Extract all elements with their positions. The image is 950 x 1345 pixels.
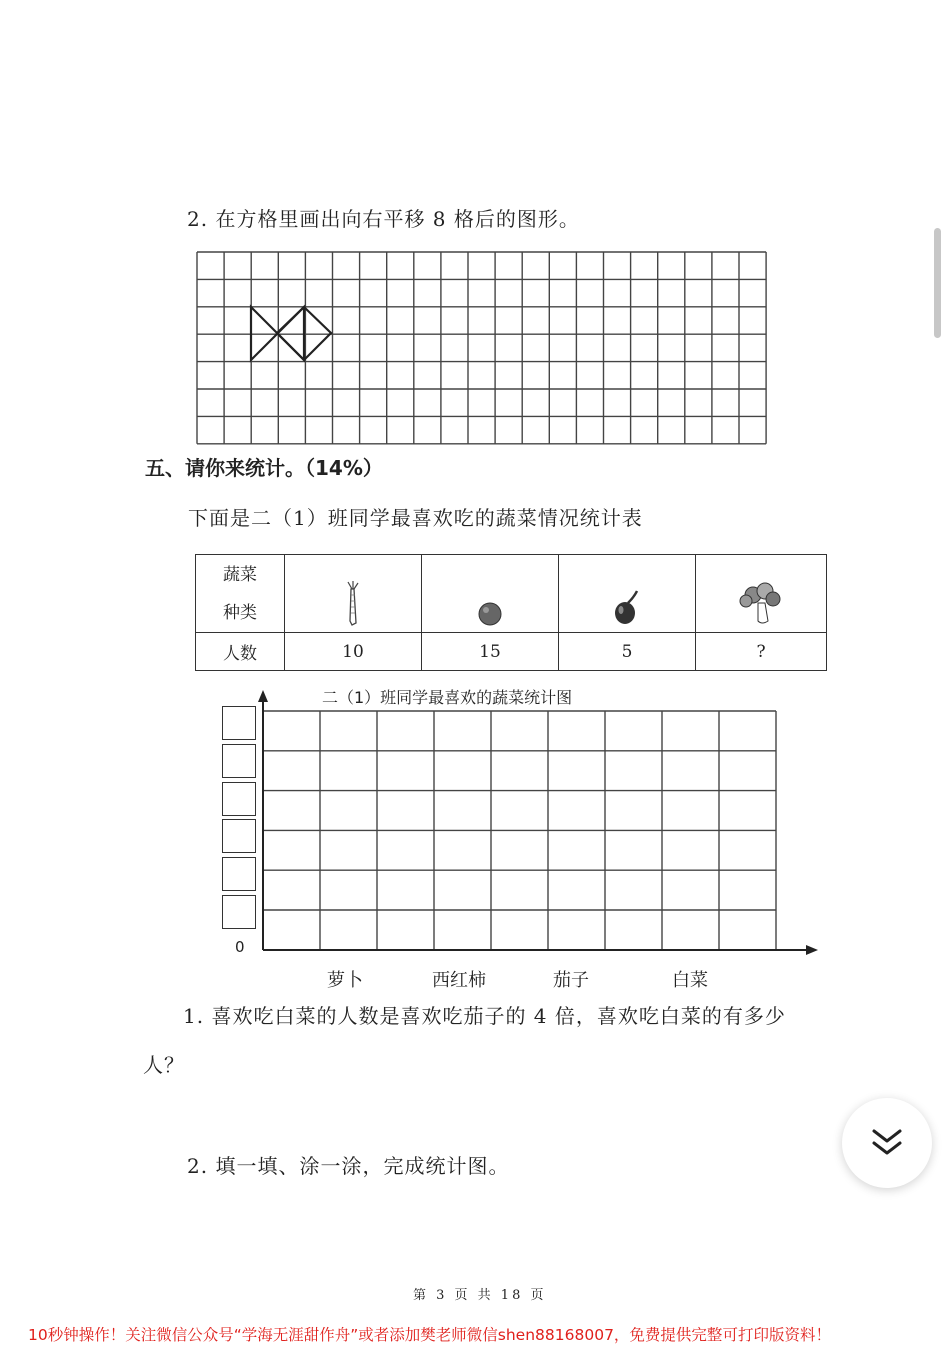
tomato-icon xyxy=(475,597,505,627)
chart-title: 二（1）班同学最喜欢的蔬菜统计图 xyxy=(322,688,573,707)
translation-grid xyxy=(190,245,775,445)
count-cabbage: ? xyxy=(696,633,827,671)
row-label-people: 人数 xyxy=(196,633,285,671)
x-label-radish: 萝卜 xyxy=(327,970,363,991)
cell-tomato xyxy=(422,555,559,633)
origin-label: 0 xyxy=(235,938,245,956)
header-line1: 蔬菜 xyxy=(223,564,257,585)
statistics-chart xyxy=(228,688,828,963)
eggplant-icon xyxy=(610,589,644,627)
x-label-tomato: 西红柿 xyxy=(432,970,486,991)
scroll-down-button[interactable] xyxy=(842,1098,932,1188)
question-two: 2. 填一填、涂一涂，完成统计图。 xyxy=(187,1154,510,1178)
header-vegetable-type xyxy=(196,555,285,633)
x-axis-arrow xyxy=(806,945,818,955)
double-chevron-down-icon xyxy=(870,1128,904,1158)
question-one-line1: 1. 喜欢吃白菜的人数是喜欢吃茄子的 4 倍，喜欢吃白菜的有多少 xyxy=(183,1004,786,1028)
translate-question: 2. 在方格里画出向右平移 8 格后的图形。 xyxy=(187,207,580,231)
x-label-cabbage: 白菜 xyxy=(672,970,708,991)
cell-carrot xyxy=(285,555,422,633)
count-eggplant: 5 xyxy=(559,633,696,671)
cell-eggplant xyxy=(559,555,696,633)
y-axis-arrow xyxy=(258,690,268,702)
promo-banner: 10秒钟操作！关注微信公众号“学海无涯甜作舟”或者添加樊老师微信shen88168007，免费提供完整可打印版资料！ xyxy=(28,1326,831,1344)
chart-grid xyxy=(263,711,776,950)
cell-cabbage xyxy=(696,555,827,633)
cabbage-icon xyxy=(736,581,786,627)
question-one-line2: 人？ xyxy=(143,1053,185,1077)
count-tomato: 15 xyxy=(422,633,559,671)
section-five-title: 五、请你来统计。（14%） xyxy=(145,456,383,480)
header-line2: 种类 xyxy=(223,602,257,623)
vegetable-table xyxy=(195,554,827,671)
count-carrot: 10 xyxy=(285,633,422,671)
page-footer: 第 3 页 共 18 页 xyxy=(413,1288,547,1303)
scrollbar-thumb[interactable] xyxy=(934,228,941,338)
carrot-icon xyxy=(338,581,368,627)
x-label-eggplant: 茄子 xyxy=(553,970,589,991)
table-intro: 下面是二（1）班同学最喜欢吃的蔬菜情况统计表 xyxy=(188,506,643,530)
